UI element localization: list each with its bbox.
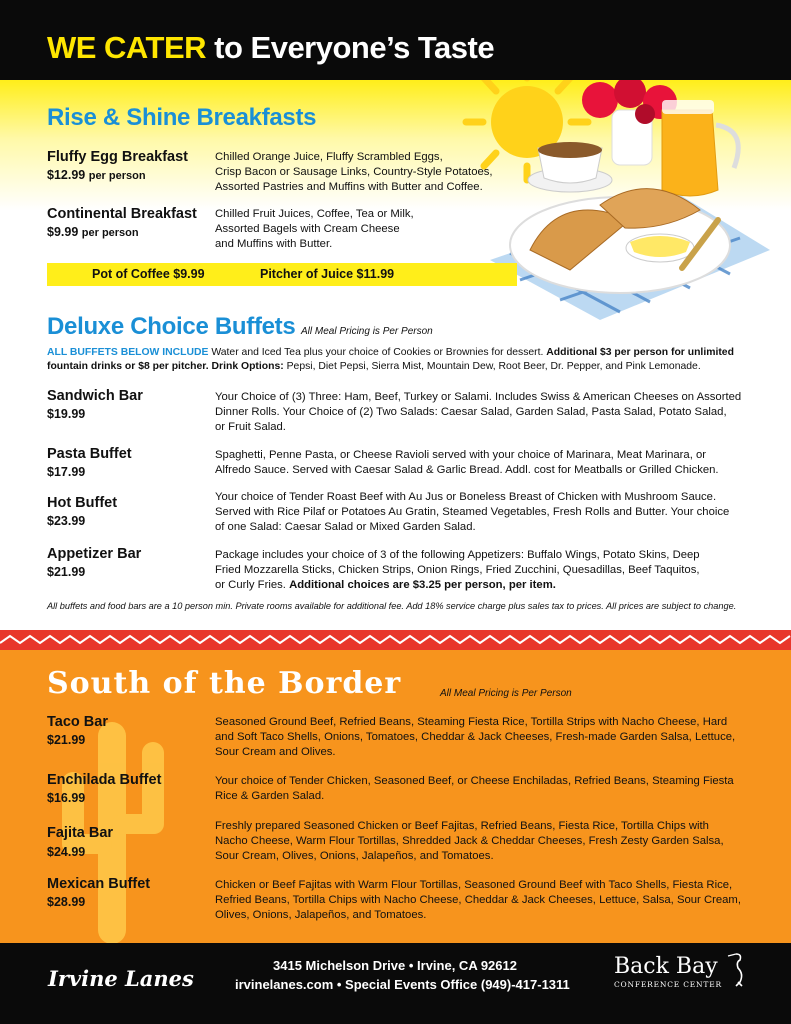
breakfast-section-title: Rise & Shine Breakfasts	[47, 104, 317, 131]
desc-line: Package includes your choice of 3 of the following Appetizers: Buffalo Wings, Potato Skins, Deep	[215, 549, 700, 561]
buffet-item-name: Pasta Buffet	[47, 446, 132, 462]
desc-line: Sour Cream, Olives, Onions, Jalapeños, and Tomatoes.	[215, 850, 494, 862]
back-bay-subtitle: CONFERENCE CENTER	[614, 980, 722, 989]
buffet-item-price: $19.99	[47, 407, 86, 421]
desc-line: Chilled Orange Juice, Fluffy Scrambled Eggs,	[215, 151, 443, 163]
desc-line: Your Choice of (3) Three: Ham, Beef, Turkey or Salami. Includes Swiss & American Cheeses on Assorted	[215, 391, 742, 403]
border-item-price: $24.99	[47, 845, 86, 859]
irvine-lanes-logo: Irvine Lanes	[48, 966, 194, 991]
price-value: $12.99	[47, 168, 86, 182]
desc-line: Assorted Bagels with Cream Cheese	[215, 223, 400, 235]
desc-line: and Soft Taco Shells, Onions, Tomatoes, Cheddar & Jack Cheeses, Fresh-made Garden Salsa, Lettuce,	[215, 731, 736, 743]
border-section-title: South of the Border	[47, 666, 402, 701]
desc-line: Your choice of Tender Roast Beef with Au Jus or Boneless Breast of Chicken with Mushroom Sauce.	[215, 491, 717, 503]
back-bay-logo	[614, 955, 722, 989]
breakfast-item-price	[47, 168, 146, 182]
beverage-price-bar	[47, 263, 517, 286]
desc-line: Crisp Bacon or Sausage Links, Country-Style Potatoes,	[215, 166, 493, 178]
price-unit: per person	[81, 227, 139, 239]
page-title	[47, 30, 494, 66]
coffee-cup-icon	[528, 142, 612, 192]
juice-pitcher-icon	[662, 100, 738, 196]
buffet-item-name: Appetizer Bar	[47, 546, 142, 562]
buffet-item-price: $23.99	[47, 514, 86, 528]
desc-line: Chicken or Beef Fajitas with Warm Flour Tortillas, Seasoned Ground Beef with Taco Shells, Fiesta Rice,	[215, 879, 733, 891]
border-item-desc	[215, 819, 724, 864]
border-item-desc	[215, 715, 735, 760]
border-item-desc	[215, 878, 741, 923]
desc-line: Alfredo Sauce. Served with Caesar Salad & Garlic Bread. Addl. cost for Meatballs or Grilled Chicken.	[215, 464, 719, 476]
buffet-item-desc	[215, 548, 700, 593]
desc-line: Olives, Onions, Jalapeños, and Tomatoes.	[215, 909, 427, 921]
border-item-price: $21.99	[47, 733, 86, 747]
breakfast-illustration	[450, 80, 791, 325]
buffet-includes-text	[47, 346, 762, 374]
desc-line: Spaghetti, Penne Pasta, or Cheese Ravioli served with your choice of Marinara, Meat Marinara, or	[215, 449, 707, 461]
breakfast-item-desc	[215, 150, 493, 195]
includes-label: ALL BUFFETS BELOW INCLUDE	[47, 347, 209, 358]
border-item-name: Enchilada Buffet	[47, 772, 162, 788]
buffet-item-price: $21.99	[47, 565, 86, 579]
breakfast-item-name: Fluffy Egg Breakfast	[47, 149, 188, 165]
header-bar	[0, 0, 791, 80]
desc-line: of one Salad: Caesar Salad or Mixed Garden Salad.	[215, 521, 476, 533]
back-bay-title: Back Bay	[614, 954, 718, 979]
pricing-note: All Meal Pricing is Per Person	[440, 688, 572, 699]
fine-print: All buffets and food bars are a 10 person min. Private rooms available for additional fee. Add 18% service charge plus sales tax to prices. All prices are subject to change.	[47, 601, 737, 611]
includes-bold: Additional $3 per person for unlimited fountain drinks or $8 per pitcher. Drink Options:	[47, 347, 734, 372]
address-line: 3415 Michelson Drive • Irvine, CA 92612	[273, 958, 517, 973]
desc-line: Fried Mozzarella Sticks, Chicken Strips, Onion Rings, Fried Zucchini, Quesadillas, Beef Taquitos,	[215, 564, 700, 576]
buffet-item-desc	[215, 390, 741, 435]
breakfast-item-price	[47, 225, 139, 239]
desc-line: or Fruit Salad.	[215, 421, 286, 433]
desc-text: or Curly Fries.	[215, 579, 290, 591]
zigzag-divider	[0, 630, 791, 650]
includes-text: Water and Iced Tea plus your choice of Cookies or Brownies for dessert.	[208, 347, 547, 358]
desc-line: Served with Rice Pilaf or Potatoes Au Gratin, Steamed Vegetables, Fresh Rolls and Butter. Your choice	[215, 506, 730, 518]
price-value: $9.99	[47, 225, 79, 239]
includes-drinks: Pepsi, Diet Pepsi, Sierra Mist, Mountain Dew, Root Beer, Dr. Pepper, and Pink Lemonade.	[283, 361, 701, 372]
border-item-name: Taco Bar	[47, 714, 108, 730]
buffet-item-desc	[215, 448, 719, 478]
juice-price: Pitcher of Juice $11.99	[260, 267, 395, 281]
border-item-price: $16.99	[47, 791, 86, 805]
border-item-price: $28.99	[47, 895, 86, 909]
coffee-price: Pot of Coffee $9.99	[92, 267, 205, 281]
desc-line: Dinner Rolls. Your Choice of (2) Two Salads: Caesar Salad, Garden Salad, Pasta Salad, Potato Salad,	[215, 406, 727, 418]
desc-line: Sour Cream and Olives.	[215, 746, 336, 758]
desc-line: Chilled Fruit Juices, Coffee, Tea or Milk,	[215, 208, 414, 220]
desc-line	[215, 578, 700, 593]
desc-line: Refried Beans, Tortilla Chips with Nacho Cheese, Cheddar & Jack Cheeses, Lettuce, Salsa, Sour Cream,	[215, 894, 741, 906]
title-rest: to Everyone’s Taste	[214, 30, 495, 65]
breakfast-item-name: Continental Breakfast	[47, 206, 197, 222]
desc-bold: Additional choices are $3.25 per person, per item.	[289, 579, 556, 591]
buffet-item-desc	[215, 490, 729, 535]
butter-dish-icon	[626, 234, 694, 262]
desc-line: Nacho Cheese, Warm Flour Tortillas, Shredded Jack & Cheddar Cheeses, Fresh Zesty Garden Salsa,	[215, 835, 724, 847]
buffet-item-name: Hot Buffet	[47, 495, 118, 511]
desc-line: Rice & Garden Salad.	[215, 790, 325, 802]
desc-line: Freshly prepared Seasoned Chicken or Beef Fajitas, Refried Beans, Fiesta Rice, Tortilla Chips with	[215, 820, 709, 832]
desc-line: and Muffins with Butter.	[215, 238, 333, 250]
deluxe-section-title: Deluxe Choice Buffets	[47, 313, 296, 340]
price-unit: per person	[88, 170, 146, 182]
desc-line: Your choice of Tender Chicken, Seasoned Beef, or Cheese Enchiladas, Refried Beans, Steaming Fiesta	[215, 775, 734, 787]
border-item-desc	[215, 774, 734, 804]
desc-line: Seasoned Ground Beef, Refried Beans, Steaming Fiesta Rice, Tortilla Strips with Nacho Cheese, Hard	[215, 716, 728, 728]
buffet-item-price: $17.99	[47, 465, 86, 479]
border-item-name: Fajita Bar	[47, 825, 114, 841]
heron-icon	[724, 952, 748, 988]
border-item-name: Mexican Buffet	[47, 876, 151, 892]
contact-line: irvinelanes.com • Special Events Office (949)-417-1311	[235, 977, 570, 992]
pricing-note: All Meal Pricing is Per Person	[301, 326, 433, 337]
breakfast-item-desc	[215, 207, 414, 252]
title-highlight: WE CATER	[47, 30, 207, 65]
buffet-item-name: Sandwich Bar	[47, 388, 143, 404]
desc-line: Assorted Pastries and Muffins with Butter and Coffee.	[215, 181, 483, 193]
